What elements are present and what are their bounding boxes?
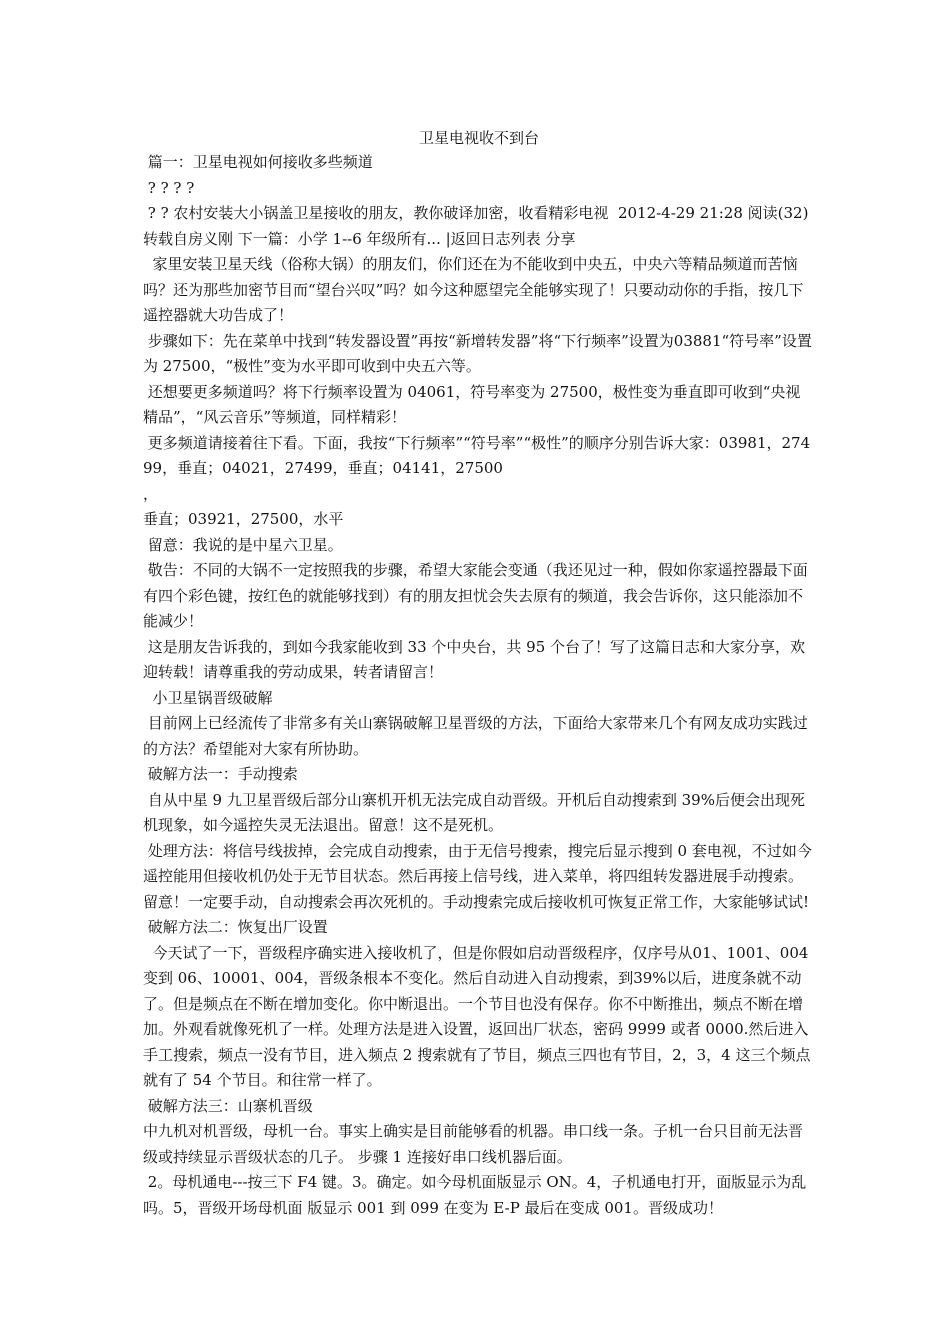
paragraph: 中九机对机晋级，母机一台。事实上确实是目前能够看的机器。串口线一条。子机一台只目前无法晋级或持续显示晋级状态的几子。 步骤 1 连接好串口线机器后面。 xyxy=(143,1122,804,1166)
document-title: 卫星电视收不到台 xyxy=(418,129,539,147)
paragraph: 2。母机通电---按三下 F4 键。3。确定。如今母机面版显示 ON。4，子机通电打开，面版显示为乱吗。5，晋级开场母机面 版显示 001 到 099 在变为 E-P 最后在变成 001。晋级成功！ xyxy=(143,1173,807,1217)
section-heading: 破解方法一：手动搜索 xyxy=(143,765,298,783)
section-heading: 破解方法二：恢复出厂设置 xyxy=(143,918,328,936)
paragraph: 步骤如下：先在菜单中找到“转发器设置”再按“新增转发器”将“下行频率”设置为03881“符号率”设置为 27500，“极性”变为水平即可收到中央五六等。 xyxy=(143,331,812,375)
paragraph: 自从中星 9 九卫星晋级后部分山寨机开机无法完成自动晋级。开机后自动搜索到 39%后便会出现死机现象，如今遥控失灵无法退出。留意！这不是死机。 xyxy=(143,790,805,834)
paragraph: ? ? 农村安装大小锅盖卫星接收的朋友，教你破译加密，收看精彩电视 2012-4-29 21:28 阅读(32)转载自房义刚 下一篇：小学 1--6 年级所有... |返回日志列表 分享 xyxy=(143,204,809,248)
section-heading: 小卫星锅晋级破解 xyxy=(143,688,273,707)
paragraph: 敬告：不同的大锅不一定按照我的步骤，希望大家能会变通（我还见过一种，假如你家遥控器最下面有四个彩色键，按红色的就能够找到）有的朋友担忧会失去原有的频道，我会告诉你，这只能添加不能减少！ xyxy=(143,561,808,630)
document-body xyxy=(143,150,815,1221)
paragraph: 家里安装卫星天线（俗称大锅）的朋友们，你们还在为不能收到中央五，中央六等精品频道而苦恼吗？还为那些加密节目而“望台兴叹”吗？如今这种愿望完全能够实现了！只要动动你的手指，按几下遥控器就大功告成了！ xyxy=(143,255,804,324)
paragraph: 留意：我说的是中星六卫星。 xyxy=(143,535,343,554)
paragraph: 垂直；03921，27500，水平 xyxy=(143,510,344,528)
paragraph: 处理方法：将信号线拔掉，会完成自动搜索，由于无信号搜索，搜完后显示搜到 0 套电视，不过如今遥控能用但接收机仍处于无节目状态。然后再接上信号线，进入菜单，将四组转发器进展手动搜索。留意！一定要手动，自动搜索会再次死机的。手动搜索完成后接收机可恢复正常工作，大家能够试试! xyxy=(143,841,812,911)
paragraph: 篇一：卫星电视如何接收多些频道 xyxy=(143,153,373,171)
section-heading: 破解方法三：山寨机晋级 xyxy=(143,1096,313,1115)
paragraph: 更多频道请接着往下看。下面，我按“下行频率”“符号率”“极性”的顺序分别告诉大家：03981，27499，垂直；04021，27499，垂直；04141，27500 xyxy=(143,433,811,477)
paragraph: ， xyxy=(143,484,159,503)
paragraph: ? ? ? ? xyxy=(143,178,195,197)
paragraph: 还想要更多频道吗？将下行频率设置为 04061，符号率变为 27500，极性变为垂直即可收到“央视精品”，“风云音乐”等频道，同样精彩！ xyxy=(143,382,801,426)
paragraph: 这是朋友告诉我的，到如今我家能收到 33 个中央台，共 95 个台了！写了这篇日志和大家分享，欢迎转载！请尊重我的劳动成果，转者请留言！ xyxy=(143,637,806,681)
paragraph: 目前网上已经流传了非常多有关山寨锅破解卫星晋级的方法，下面给大家带来几个有网友成功实践过的方法？希望能对大家有所协助。 xyxy=(143,714,808,758)
paragraph: 今天试了一下，晋级程序确实进入接收机了，但是你假如启动晋级程序，仅序号从01、1001、004 变到 06、10001、004，晋级条根本不变化。然后自动进入自动搜索，到39%以后，进度条就不动了。但是频点在不断在增加变化。你中断退出。一个节目也没有保存。你不中断推出，频点不断在增加。外观看就像死机了一样。处理方法是进入设置，返回出厂状态，密码 9999 或者 0000.然后进入手工搜索，频点一没有节目，进入频点 2 搜索就有了节目，频点三四也有节目，2，3，4 这三个频点就有了 54 个节目。和往常一样了。 xyxy=(143,943,814,1089)
